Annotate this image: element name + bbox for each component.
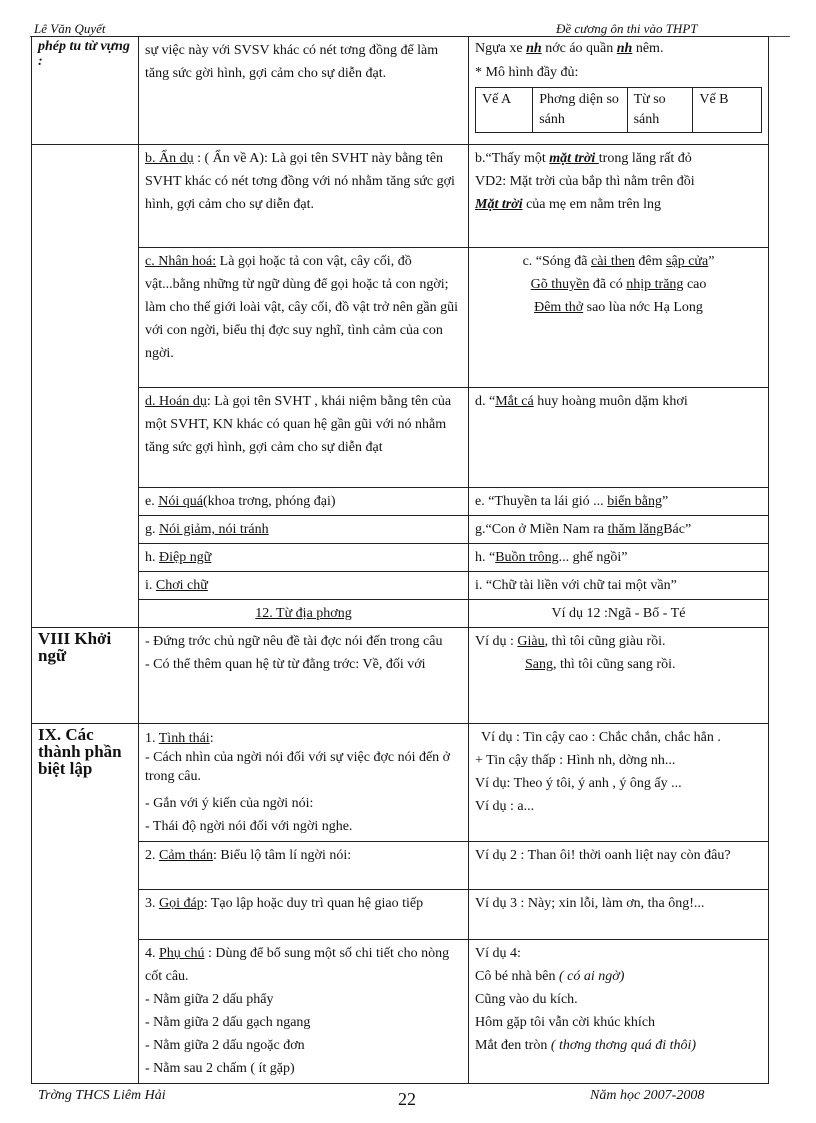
example-cell: Ví dụ 2 : Than ôi! thời oanh liệt nay còn đâu? <box>469 842 769 890</box>
definition-text: sự việc này với SVSV khác có nét tơng đồng để làm tăng sức gời hình, gợi cảm cho sự diễn đạt. <box>145 43 439 81</box>
section-label: phép tu từ vựng : <box>32 37 139 145</box>
highlight-word: Mắt cá <box>495 394 534 409</box>
section-label: VIII Khởi ngữ <box>32 628 139 724</box>
definition-cell: g. Nói giảm, nói tránh <box>139 516 469 544</box>
table-row <box>32 544 769 572</box>
model-cell: Vế A <box>476 88 533 133</box>
term-label: 12. Từ địa phơng <box>255 606 352 621</box>
definition-cell <box>139 600 469 628</box>
example-cell <box>469 628 769 724</box>
table-row <box>32 488 769 516</box>
example-cell <box>469 145 769 248</box>
page-number: 22 <box>398 1089 416 1109</box>
definition-cell <box>139 388 469 488</box>
highlight-word: Mặt trời <box>475 197 523 212</box>
example-line: VD2: Mặt trời của bắp thì nằm trên đồi <box>475 174 695 189</box>
example-line: Sang, thì tôi cũng sang rồi. <box>525 657 676 672</box>
definition-text: : ( Ẩn về A): Là gọi tên SVHT này bằng tên SVHT khác có nét tơng đồng với nó nhằm tăng sức gợi hình, gợi cảm cho sự diễn đạt. <box>145 151 455 212</box>
example-cell: Ví dụ 12 :Ngã - Bổ - Té <box>469 600 769 628</box>
section-label: IX. Các thành phần biệt lập <box>32 724 139 1084</box>
term-label: Cảm thán <box>159 848 214 863</box>
term-label: Phụ chú <box>159 946 205 961</box>
term-label: b. Ẩn dụ <box>145 151 194 166</box>
table-row <box>32 890 769 940</box>
example-line: Gõ thuyền đã có nhịp trăng cao <box>530 277 707 292</box>
model-cell: Từ so sánh <box>627 88 693 133</box>
term-label: Nói quá <box>158 494 203 509</box>
model-cell: Vế B <box>693 88 762 133</box>
definition-cell: 2. Cảm thán: Biểu lộ tâm lí ngời nói: <box>139 842 469 890</box>
model-label: * Mô hình đầy đủ: <box>475 65 579 80</box>
term-label: Gọi đáp <box>159 896 204 911</box>
table-row <box>32 572 769 600</box>
highlight-word: nh <box>616 41 633 56</box>
table-row <box>32 516 769 544</box>
highlight-word: nh <box>526 41 542 56</box>
example-line: Ví dụ : Giàu, thì tôi cũng giàu rồi. <box>475 634 666 649</box>
example-cell: Ví dụ 4: Cô bé nhà bên ( có ai ngờ) Cũng vào du kích. Hôm gặp tôi vẫn cời khúc khích Mắt đen tròn ( thơng thơng quá đi thôi) <box>469 940 769 1084</box>
example-line: Mặt trời của mẹ em nằm trên lng <box>475 197 661 212</box>
example-line: b.“Thấy một mặt trời trong lăng rất đỏ <box>475 151 692 166</box>
definition-text: : Là gọi tên SVHT , khái niệm bằng tên của một SVHT, KN khác có quan hệ gần gũi với nó nhằm tăng sức gợi hình, gợi cảm cho sự diễn đạt <box>145 394 452 455</box>
header-author: Lê Văn Quyết <box>34 21 106 36</box>
example-cell <box>469 248 769 388</box>
term-label: d. Hoán dụ <box>145 394 207 409</box>
content-table <box>31 36 769 1084</box>
section-label-empty <box>32 145 139 628</box>
definition-cell: h. Điệp ngữ <box>139 544 469 572</box>
definition-cell: 1. Tình thái: - Cách nhìn của ngời nói đối với sự việc đợc nói đến ở trong câu. - Gắn với ý kiến của ngời nói: - Thái độ ngời nói đối với ngời nghe. <box>139 724 469 842</box>
footer-school: Trờng THCS Liêm Hải <box>38 1088 166 1103</box>
example-cell <box>469 37 769 145</box>
term-label: c. Nhân hoá: <box>145 254 217 269</box>
table-row <box>32 145 769 248</box>
definition-cell: - Đứng trớc chủ ngữ nêu đề tài đợc nói đến trong câu - Có thể thêm quan hệ từ từ đằng trớc: Về, đối với <box>139 628 469 724</box>
table-row <box>32 940 769 1084</box>
example-cell: Ví dụ : Tin cậy cao : Chắc chắn, chắc hẳn . + Tin cậy thấp : Hình nh, dờng nh... Ví dụ: Theo ý tôi, ý anh , ý ông ấy ... Ví dụ : a... <box>469 724 769 842</box>
example-cell: g.“Con ở Miền Nam ra thăm lăngBác” <box>469 516 769 544</box>
example-cell: e. “Thuyền ta lái gió ... biển bằng” <box>469 488 769 516</box>
term-label: Chơi chữ <box>155 578 208 593</box>
header-title: Đề cương ôn thi vào THPT <box>556 21 698 36</box>
definition-cell: 4. Phụ chú : Dùng để bổ sung một số chi tiết cho nòng cốt câu. - Nằm giữa 2 dấu phẩy - Nằm giữa 2 dấu gạch ngang - Nằm giữa 2 dấu ngoặc đơn - Nằm sau 2 chấm ( ít gặp) <box>139 940 469 1084</box>
table-row <box>32 628 769 724</box>
definition-cell: i. Chơi chữ <box>139 572 469 600</box>
table-row <box>32 388 769 488</box>
table-row <box>32 37 769 145</box>
model-cell: Phơng diện so sánh <box>533 88 627 133</box>
footer-year: Năm học 2007-2008 <box>590 1088 705 1103</box>
example-cell: h. “Buồn trông... ghế ngồi” <box>469 544 769 572</box>
example-line: c. “Sóng đã cài then đêm sập cửa” <box>522 254 715 269</box>
table-row <box>32 248 769 388</box>
highlight-word: mặt trời <box>549 151 599 166</box>
example-cell: Ví dụ 3 : Này; xin lỗi, làm ơn, tha ông!... <box>469 890 769 940</box>
term-label: Nói giảm, nói tránh <box>159 522 269 537</box>
definition-text: Là gọi hoặc tả con vật, cây cối, đồ vật...bằng những từ ngữ dùng để gọi hoặc tả con ngời; làm cho thế giới loài vật, cây cối, đồ vật trở nên gần gũi với con ngời, biểu thị đợc suy nghĩ, tình cảm của con ngời. <box>145 254 458 361</box>
definition-cell: 3. Gọi đáp: Tạo lập hoặc duy trì quan hệ giao tiếp <box>139 890 469 940</box>
table-row <box>32 724 769 842</box>
example-line: Ngựa xe nh nớc áo quần nh nêm. <box>475 41 664 56</box>
definition-cell <box>139 145 469 248</box>
table-row <box>32 600 769 628</box>
term-label: Tình thái <box>158 731 210 746</box>
term-label: Điệp ngữ <box>159 550 212 565</box>
table-row <box>32 842 769 890</box>
example-cell: d. “Mắt cá huy hoàng muôn dặm khơi <box>469 388 769 488</box>
example-cell: i. “Chữ tài liền với chữ tai một vần” <box>469 572 769 600</box>
definition-cell <box>139 248 469 388</box>
definition-cell: e. Nói quá(khoa trơng, phóng đại) <box>139 488 469 516</box>
definition-cell <box>139 37 469 145</box>
model-table <box>475 87 762 133</box>
example-line: Đêm thở sao lùa nớc Hạ Long <box>534 300 703 315</box>
